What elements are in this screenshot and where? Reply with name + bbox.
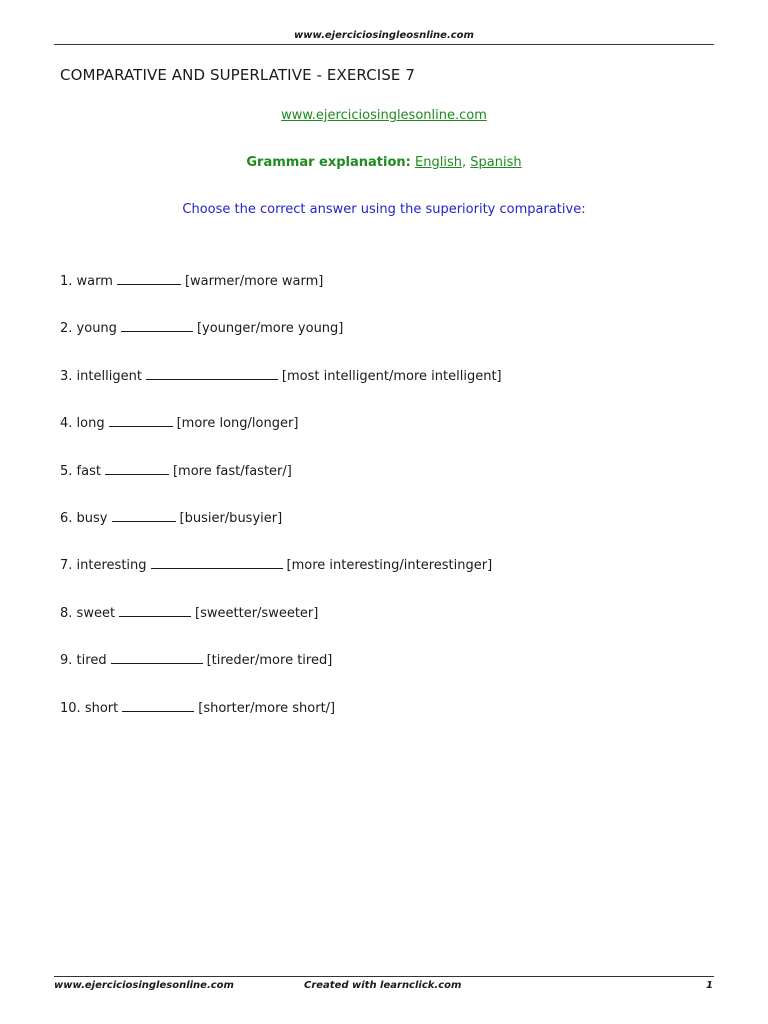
exercise-item [60, 368, 502, 415]
item-options: [more interesting/interestinger] [286, 558, 493, 574]
answer-blank[interactable] [119, 605, 191, 617]
spanish-link[interactable]: Spanish [470, 155, 522, 170]
item-options: [younger/more young] [196, 321, 344, 337]
exercise-item [60, 605, 502, 652]
item-number: 3. [60, 368, 73, 384]
footer-credit: Created with learnclick.com [304, 980, 462, 991]
item-word: interesting [76, 558, 147, 574]
item-word: intelligent [76, 368, 142, 384]
exercise-list [60, 273, 502, 747]
exercise-item [60, 415, 502, 462]
site-link[interactable]: www.ejerciciosinglesonline.com [281, 108, 487, 123]
exercise-item [60, 273, 502, 320]
answer-blank[interactable] [146, 368, 278, 380]
grammar-explanation [0, 155, 768, 170]
item-number: 8. [60, 605, 73, 621]
answer-blank[interactable] [109, 415, 173, 427]
item-options: [sweetter/sweeter] [195, 605, 319, 621]
item-word: busy [76, 510, 108, 526]
item-options: [warmer/more warm] [184, 274, 324, 289]
exercise-item [60, 510, 502, 557]
item-number: 1. [60, 274, 73, 289]
item-number: 6. [60, 510, 73, 526]
footer-divider [54, 976, 714, 977]
answer-blank[interactable] [105, 463, 169, 475]
answer-blank[interactable] [111, 652, 203, 664]
item-options: [busier/busyier] [179, 510, 283, 526]
item-number: 4. [60, 416, 73, 432]
item-word: sweet [76, 605, 116, 621]
exercise-item [60, 320, 502, 367]
answer-blank[interactable] [112, 510, 176, 522]
footer-url: www.ejerciciosinglesonline.com [54, 980, 234, 991]
item-options: [more fast/faster/] [172, 463, 292, 479]
item-options: [tireder/more tired] [206, 653, 333, 669]
answer-blank[interactable] [121, 320, 193, 332]
instruction-text: Choose the correct answer using the superiority comparative: [182, 202, 586, 217]
item-word: long [76, 416, 105, 432]
exercise-item [60, 557, 502, 604]
page-title: COMPARATIVE AND SUPERLATIVE - EXERCISE 7 [60, 66, 416, 84]
page-number: 1 [706, 980, 713, 991]
grammar-label: Grammar explanation: [246, 155, 411, 170]
item-number: 9. [60, 653, 73, 669]
item-options: [more long/longer] [176, 416, 299, 432]
item-number: 7. [60, 558, 73, 574]
header-divider [54, 44, 714, 45]
exercise-item [60, 463, 502, 510]
item-word: young [76, 321, 117, 337]
answer-blank[interactable] [151, 557, 283, 569]
item-word: short [84, 700, 119, 716]
item-number: 2. [60, 321, 73, 337]
item-word: fast [76, 463, 101, 479]
item-options: [most intelligent/more intelligent] [281, 368, 502, 384]
answer-blank[interactable] [117, 273, 181, 285]
item-word: tired [76, 653, 107, 669]
answer-blank[interactable] [122, 700, 194, 712]
english-link[interactable]: English [415, 155, 462, 170]
header-url: www.ejerciciosingleosnline.com [294, 30, 474, 41]
grammar-separator: , [461, 155, 467, 170]
item-number: 5. [60, 463, 73, 479]
item-number: 10. [60, 700, 81, 716]
item-options: [shorter/more short/] [198, 700, 336, 716]
exercise-item [60, 700, 502, 747]
item-word: warm [76, 274, 113, 289]
exercise-item [60, 652, 502, 699]
